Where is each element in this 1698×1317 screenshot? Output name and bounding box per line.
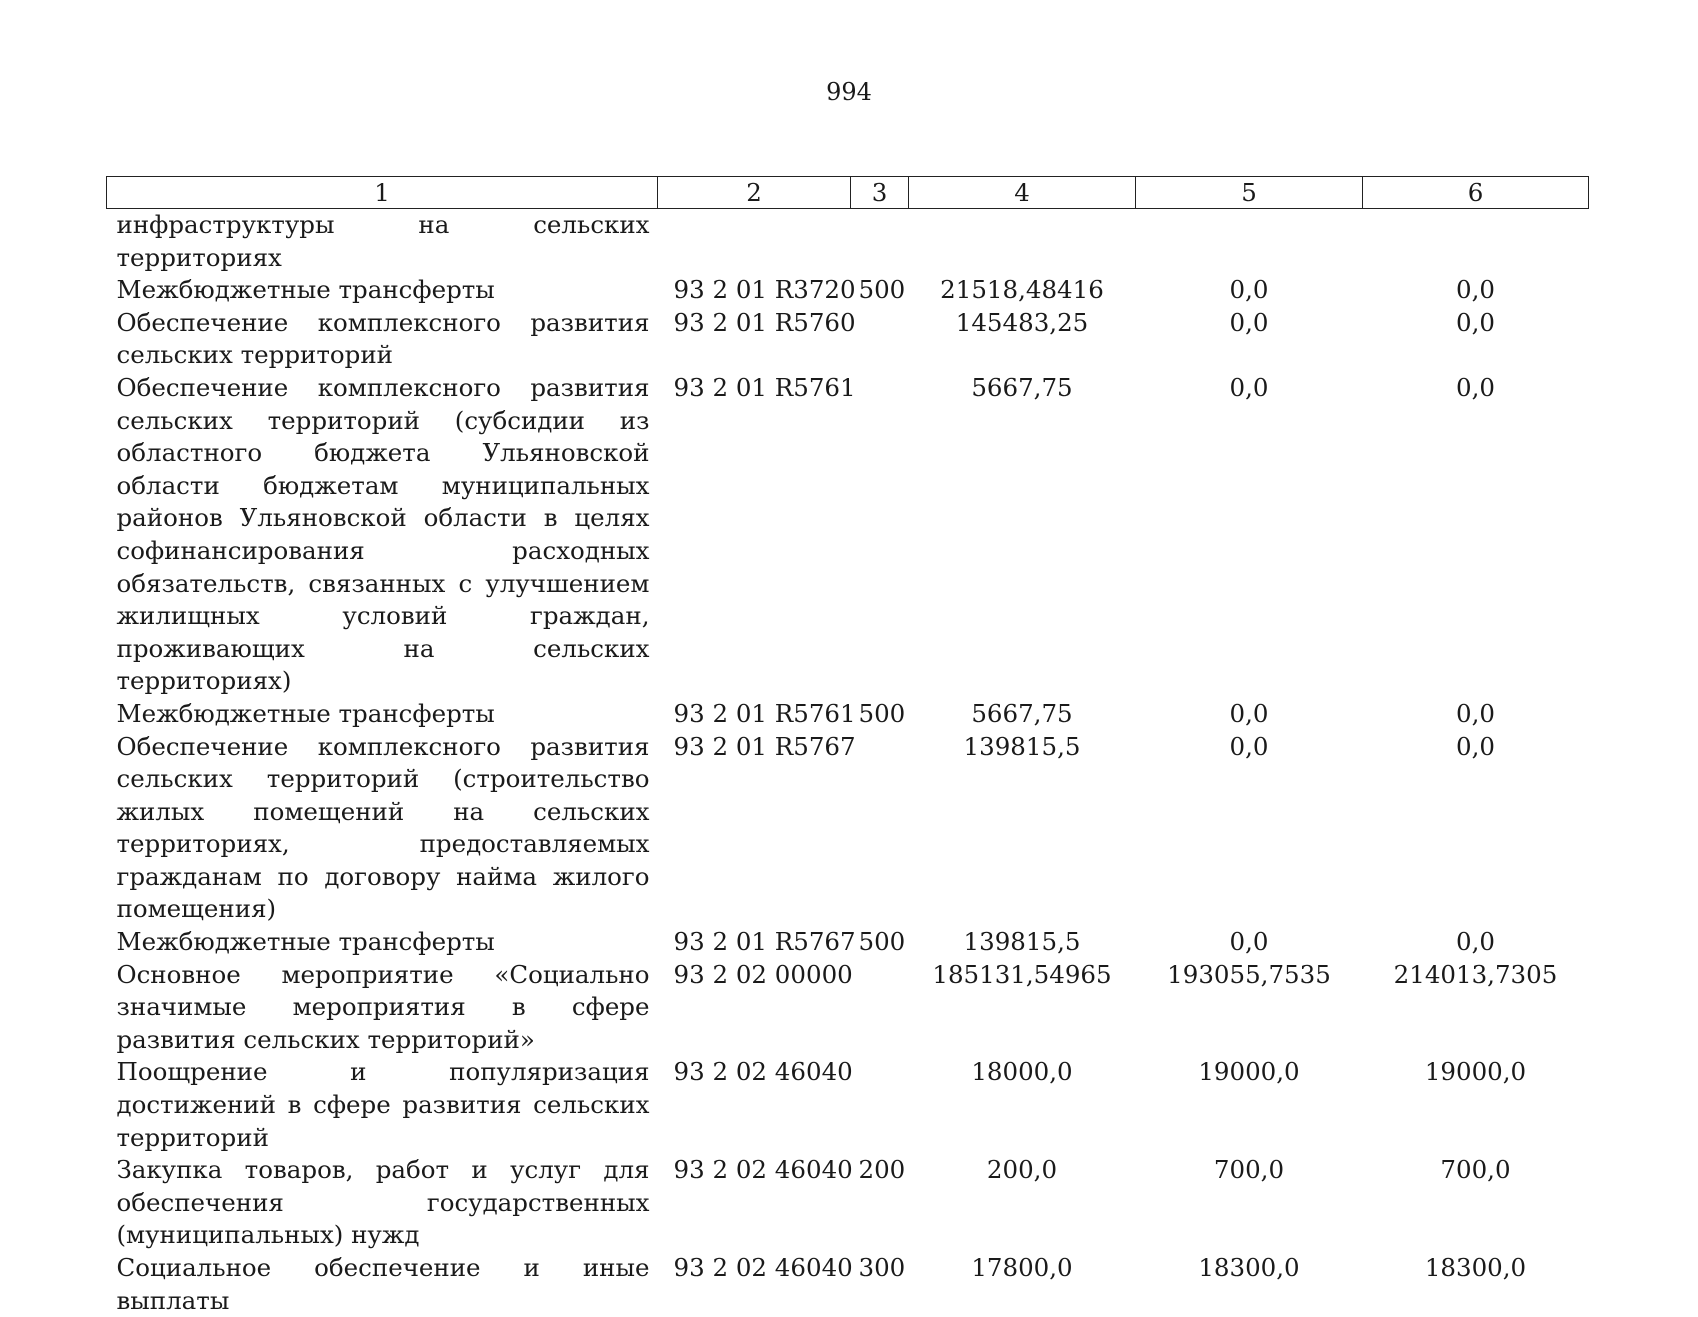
row-value-5: 0,0 xyxy=(1229,307,1269,337)
row-value-6: 0,0 xyxy=(1456,372,1495,402)
row-name: Межбюджетные трансферты xyxy=(116,275,495,305)
row-value-5: 0,0 xyxy=(1229,372,1269,402)
table-row xyxy=(107,274,1589,307)
row-value-4: 185131,54965 xyxy=(932,959,1112,989)
row-value-4: 139815,5 xyxy=(963,731,1081,761)
row-type: 500 xyxy=(858,275,906,305)
row-value-5: 700,0 xyxy=(1213,1155,1285,1185)
row-value-6: 0,0 xyxy=(1456,698,1495,728)
row-type: 500 xyxy=(858,698,906,728)
budget-table xyxy=(106,176,1589,1317)
row-code: 93 2 02 46040 xyxy=(673,1155,853,1185)
row-type: 500 xyxy=(858,927,906,957)
row-name: Социальное обеспечение и иные выплаты xyxy=(116,1253,650,1315)
row-value-4 xyxy=(909,209,1136,275)
table-row xyxy=(107,959,1589,1057)
table-row xyxy=(107,1252,1589,1317)
row-name: Обеспечение комплексного развития сельских территорий xyxy=(116,307,650,370)
row-value-4: 139815,5 xyxy=(963,927,1081,957)
row-value-4: 5667,75 xyxy=(971,372,1073,402)
row-code: 93 2 01 R5761 xyxy=(673,372,856,402)
row-value-5: 19000,0 xyxy=(1198,1057,1300,1087)
row-value-5: 0,0 xyxy=(1229,698,1269,728)
row-value-6: 700,0 xyxy=(1440,1155,1511,1185)
row-type xyxy=(851,307,909,372)
table-row xyxy=(107,698,1589,731)
row-value-4: 17800,0 xyxy=(971,1253,1073,1282)
table-header-row xyxy=(107,177,1589,209)
row-value-6: 0,0 xyxy=(1456,927,1495,957)
row-value-6: 18300,0 xyxy=(1424,1253,1527,1282)
column-header-6: 6 xyxy=(1363,177,1589,209)
row-value-6 xyxy=(1363,209,1589,275)
row-value-6: 19000,0 xyxy=(1424,1057,1527,1087)
row-type xyxy=(851,959,909,1057)
row-value-5: 0,0 xyxy=(1229,927,1269,957)
row-value-5: 193055,7535 xyxy=(1167,959,1331,989)
table-row xyxy=(107,372,1589,698)
table-row xyxy=(107,307,1589,372)
row-name: Межбюджетные трансферты xyxy=(116,927,495,957)
row-name: Основное мероприятие «Социально значимые мероприятия в сфере развития сельских территорий» xyxy=(116,959,650,1054)
row-type: 200 xyxy=(858,1155,906,1185)
table-row xyxy=(107,1056,1589,1154)
row-value-4: 200,0 xyxy=(986,1155,1058,1185)
row-value-5: 0,0 xyxy=(1229,275,1269,305)
table-row xyxy=(107,209,1589,275)
row-value-6: 0,0 xyxy=(1456,731,1495,761)
row-value-4: 21518,48416 xyxy=(940,275,1104,305)
column-header-1: 1 xyxy=(107,177,658,209)
row-name: инфраструктуры на сельских территориях xyxy=(116,210,650,272)
row-code: 93 2 01 R5767 xyxy=(673,731,856,761)
row-code: 93 2 02 46040 xyxy=(673,1253,853,1282)
column-header-2: 2 xyxy=(658,177,851,209)
row-code: 93 2 02 00000 xyxy=(673,959,853,989)
row-name: Закупка товаров, работ и услуг для обеспечения государственных (муниципальных) нужд xyxy=(116,1155,650,1250)
row-type xyxy=(851,372,909,698)
row-code: 93 2 01 R3720 xyxy=(673,275,856,305)
row-value-6: 0,0 xyxy=(1456,275,1495,305)
page-number: 994 xyxy=(826,78,872,106)
row-code: 93 2 01 R5760 xyxy=(673,307,856,337)
row-name: Межбюджетные трансферты xyxy=(116,698,495,728)
row-value-4: 18000,0 xyxy=(971,1057,1073,1087)
row-value-4: 5667,75 xyxy=(971,698,1073,728)
row-value-4: 145483,25 xyxy=(955,307,1089,337)
row-name: Обеспечение комплексного развития сельских территорий (субсидии из областного бюджета Ульяновской области бюджетам муниципальных районов Ульяновской области в целях софинансирования расходных обязательств, связанных с улучшением жилищных условий граждан, проживающих на сельских территориях) xyxy=(116,372,650,696)
row-name: Обеспечение комплексного развития сельских территорий (строительство жилых помещений на сельских территориях, предоставляемых гражданам по договору найма жилого помещения) xyxy=(116,731,650,924)
row-value-5: 0,0 xyxy=(1229,731,1269,761)
row-code: 93 2 01 R5761 xyxy=(673,698,856,728)
column-header-3: 3 xyxy=(851,177,909,209)
column-header-5: 5 xyxy=(1136,177,1363,209)
row-type xyxy=(851,731,909,927)
row-type xyxy=(851,1056,909,1154)
row-name: Поощрение и популяризация достижений в сфере развития сельских территорий xyxy=(116,1057,650,1152)
row-value-6: 0,0 xyxy=(1456,307,1495,337)
row-code: 93 2 02 46040 xyxy=(673,1057,853,1087)
column-header-4: 4 xyxy=(909,177,1136,209)
table-row xyxy=(107,731,1589,927)
row-value-5: 18300,0 xyxy=(1198,1253,1300,1282)
row-type: 300 xyxy=(858,1253,906,1282)
table-row xyxy=(107,1154,1589,1252)
row-code: 93 2 01 R5767 xyxy=(673,927,856,957)
row-value-5 xyxy=(1136,209,1363,275)
row-value-6: 214013,7305 xyxy=(1393,959,1558,989)
table-row xyxy=(107,926,1589,959)
row-type xyxy=(851,209,909,275)
row-code xyxy=(658,209,851,275)
